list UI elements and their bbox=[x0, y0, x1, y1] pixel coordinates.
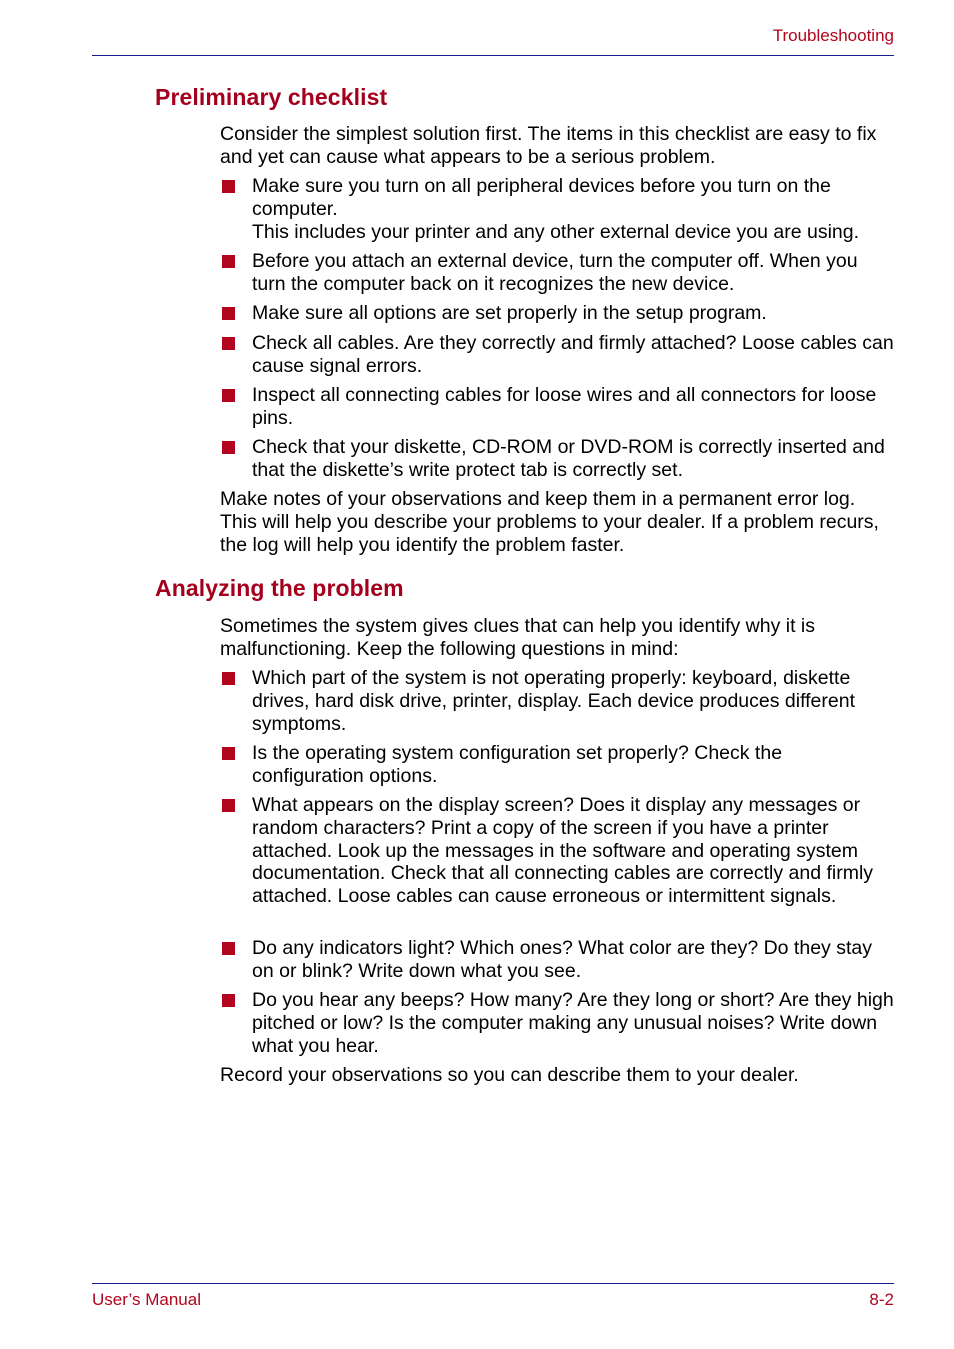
list-item bbox=[220, 302, 895, 325]
analyzing-outro: Record your observations so you can describe them to your dealer. bbox=[220, 1064, 799, 1086]
heading-analyzing-the-problem: Analyzing the problem bbox=[155, 575, 404, 601]
list-item-text: Do you hear any beeps? How many? Are they long or short? Are they high pitched or low? Is the computer making any unusual noises? Write down what you hear. bbox=[252, 989, 894, 1057]
heading-preliminary-checklist: Preliminary checklist bbox=[155, 84, 388, 110]
list-item-text: Before you attach an external device, turn the computer off. When you turn the computer back on it recognizes the new device. bbox=[252, 250, 858, 295]
list-item bbox=[220, 667, 895, 735]
preliminary-outro: Make notes of your observations and keep them in a permanent error log. This will help you describe your problems to your dealer. If a problem recurs, the log will help you identify the problem faster. bbox=[220, 488, 879, 556]
preliminary-intro: Consider the simplest solution first. The items in this checklist are easy to fix and yet can cause what appears to be a serious problem. bbox=[220, 123, 877, 168]
footer-rule bbox=[92, 1283, 894, 1284]
footer-manual-title: User’s Manual bbox=[92, 1290, 201, 1309]
list-item bbox=[220, 436, 895, 482]
square-bullet-icon bbox=[222, 307, 235, 320]
square-bullet-icon bbox=[222, 337, 235, 350]
list-item bbox=[220, 989, 895, 1057]
list-item-text: Check all cables. Are they correctly and firmly attached? Loose cables can cause signal errors. bbox=[252, 332, 894, 377]
header-rule bbox=[92, 55, 894, 56]
page-number: 8-2 bbox=[869, 1290, 894, 1309]
square-bullet-icon bbox=[222, 799, 235, 812]
list-item bbox=[220, 250, 895, 296]
list-item bbox=[220, 332, 895, 378]
list-item-note: This includes your printer and any other external device you are using. bbox=[252, 220, 860, 243]
list-item-text: Make sure all options are set properly in the setup program. bbox=[252, 302, 767, 324]
list-item-text: Inspect all connecting cables for loose wires and all connectors for loose pins. bbox=[252, 384, 877, 429]
list-item bbox=[220, 384, 895, 430]
square-bullet-icon bbox=[222, 441, 235, 454]
list-item-text: Make sure you turn on all peripheral devices before you turn on the computer. bbox=[252, 175, 831, 220]
list-item bbox=[220, 794, 895, 908]
list-item bbox=[220, 937, 895, 983]
list-item-text: What appears on the display screen? Does it display any messages or random characters? Print a copy of the screen if you have a printer attached. Look up the messages in the software and operating system documentation. Check that all connecting cables are correctly and firmly attached. Loose cables can cause erroneous or intermittent signals. bbox=[252, 794, 874, 908]
square-bullet-icon bbox=[222, 994, 235, 1007]
list-item-text: Do any indicators light? Which ones? What color are they? Do they stay on or blink? Write down what you see. bbox=[252, 937, 872, 982]
list-item bbox=[220, 742, 895, 788]
list-item bbox=[220, 175, 895, 243]
square-bullet-icon bbox=[222, 942, 235, 955]
square-bullet-icon bbox=[222, 672, 235, 685]
square-bullet-icon bbox=[222, 389, 235, 402]
square-bullet-icon bbox=[222, 255, 235, 268]
list-item-text: Which part of the system is not operating properly: keyboard, diskette drives, hard disk drive, printer, display. Each device produces different symptoms. bbox=[252, 667, 856, 735]
running-header: Troubleshooting bbox=[772, 26, 894, 45]
analyzing-intro: Sometimes the system gives clues that can help you identify why it is malfunctioning. Keep the following questions in mind: bbox=[220, 615, 816, 660]
list-item-text: Check that your diskette, CD-ROM or DVD-ROM is correctly inserted and that the diskette’s write protect tab is correctly set. bbox=[252, 436, 885, 481]
square-bullet-icon bbox=[222, 180, 235, 193]
square-bullet-icon bbox=[222, 747, 235, 760]
list-item-text: Is the operating system configuration set properly? Check the configuration options. bbox=[252, 742, 783, 787]
